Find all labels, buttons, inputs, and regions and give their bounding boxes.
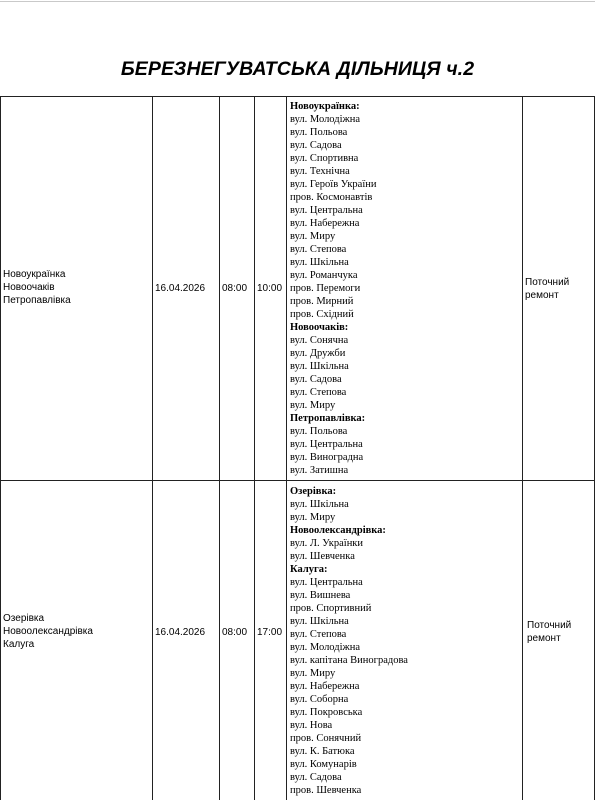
street-item: пров. Мирний (290, 296, 354, 307)
reason-text: Поточний (527, 620, 572, 631)
street-item: вул. Степова (290, 244, 347, 255)
village-heading: Новоочаків: (290, 322, 349, 333)
table-border-left (0, 96, 1, 800)
end-time-cell: 10:00 (257, 283, 283, 294)
street-item: вул. Шкільна (290, 257, 349, 268)
street-item: вул. Сонячна (290, 335, 349, 346)
street-item: пров. Східний (290, 309, 354, 320)
street-item: вул. Садова (290, 140, 342, 151)
streets-cell (290, 100, 522, 477)
table-border-top (0, 96, 595, 97)
reason-text: Поточний (525, 277, 570, 288)
village-heading: Калуга: (290, 564, 328, 575)
street-item: вул. Степова (290, 629, 347, 640)
street-item: вул. Дружби (290, 348, 346, 359)
street-item: вул. Набережна (290, 681, 360, 692)
settlement-name: Новоолександрівка (3, 626, 93, 637)
street-item: вул. Л. Українки (290, 538, 364, 549)
street-item: пров. Шевченка (290, 785, 362, 796)
street-item: вул. Шкільна (290, 361, 349, 372)
settlements-cell (3, 268, 149, 307)
street-item: вул. Затишна (290, 465, 349, 476)
end-time-cell: 17:00 (257, 627, 283, 638)
street-item: вул. Миру (290, 400, 336, 411)
settlement-name: Новоочаків (3, 282, 55, 293)
street-item: пров. Космонавтів (290, 192, 373, 203)
street-item: вул. Польова (290, 426, 348, 437)
village-heading: Новоолександрівка: (290, 525, 386, 536)
street-item: вул. Комунарів (290, 759, 357, 770)
settlements-cell (3, 612, 149, 651)
street-item: вул. Центральна (290, 439, 363, 450)
start-time-cell: 08:00 (222, 283, 248, 294)
street-item: вул. Миру (290, 512, 336, 523)
street-item: вул. Покровська (290, 707, 363, 718)
street-item: вул. Центральна (290, 577, 363, 588)
street-item: вул. Шкільна (290, 616, 349, 627)
column-divider (286, 96, 287, 800)
street-item: вул. Польова (290, 127, 348, 138)
village-heading: Петропавлівка: (290, 413, 366, 424)
village-heading: Новоукраїнка: (290, 101, 360, 112)
street-item: вул. Виноградна (290, 452, 364, 463)
street-item: вул. Степова (290, 387, 347, 398)
column-divider (254, 96, 255, 800)
street-item: вул. Романчука (290, 270, 358, 281)
date-cell: 16.04.2026 (155, 627, 206, 638)
street-item: вул. Нова (290, 720, 333, 731)
street-item: вул. Молодіжна (290, 114, 361, 125)
reason-cell (527, 619, 593, 645)
street-item: вул. Миру (290, 231, 336, 242)
street-item: вул. Технічна (290, 166, 350, 177)
date-cell: 16.04.2026 (155, 283, 206, 294)
top-rule (0, 1, 595, 2)
settlement-name: Озерівка (3, 613, 45, 624)
street-item: вул. Миру (290, 668, 336, 679)
street-item: вул. Молодіжна (290, 642, 361, 653)
street-item: вул. Набережна (290, 218, 360, 229)
reason-text: ремонт (527, 633, 561, 644)
street-item: вул. Садова (290, 772, 342, 783)
schedule-table (0, 96, 595, 800)
reason-cell (525, 276, 593, 302)
street-item: вул. Шевченка (290, 551, 355, 562)
street-item: пров. Перемоги (290, 283, 361, 294)
streets-cell (290, 485, 522, 797)
street-item: вул. Шкільна (290, 499, 349, 510)
street-item: вул. Вишнева (290, 590, 351, 601)
column-divider (522, 96, 523, 800)
settlement-name: Калуга (3, 639, 35, 650)
street-item: вул. капітана Виноградова (290, 655, 408, 666)
row-divider (0, 480, 595, 481)
street-item: пров. Спортивний (290, 603, 372, 614)
reason-text: ремонт (525, 290, 559, 301)
street-item: вул. Центральна (290, 205, 363, 216)
street-item: вул. Спортивна (290, 153, 359, 164)
settlement-name: Новоукраїнка (3, 269, 66, 280)
settlement-name: Петропавлівка (3, 295, 71, 306)
street-item: вул. Садова (290, 374, 342, 385)
column-divider (219, 96, 220, 800)
street-item: пров. Сонячний (290, 733, 362, 744)
start-time-cell: 08:00 (222, 627, 248, 638)
column-divider (152, 96, 153, 800)
street-item: вул. Героїв України (290, 179, 377, 190)
village-heading: Озерівка: (290, 486, 337, 497)
street-item: вул. Соборна (290, 694, 349, 705)
street-item: вул. К. Батюка (290, 746, 355, 757)
page-title: БЕРЕЗНЕГУВАТСЬКА ДІЛЬНИЦЯ ч.2 (120, 58, 475, 80)
